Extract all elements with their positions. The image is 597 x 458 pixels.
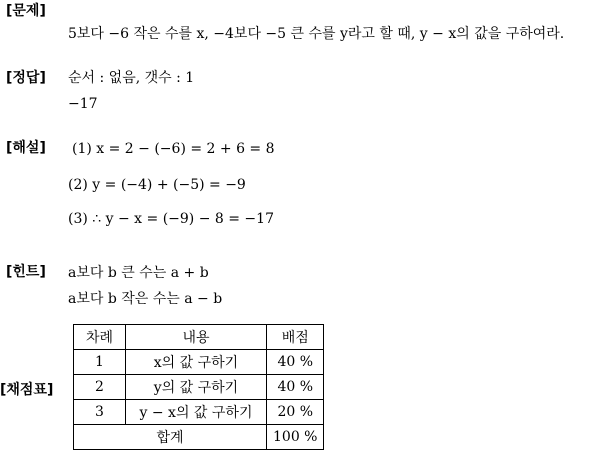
hint-line-2: a보다 b 작은 수는 a − b bbox=[68, 291, 223, 307]
problem-text: 5보다 −6 작은 수를 x, −4보다 −5 큰 수를 y라고 할 때, y − x의 값을 구하여라. bbox=[68, 26, 565, 42]
total-score: 100 % bbox=[267, 425, 324, 450]
row-order: 2 bbox=[74, 375, 126, 400]
answer-meta: 순서 : 없음, 갯수 : 1 bbox=[68, 70, 195, 86]
header-score: 배점 bbox=[267, 325, 324, 350]
header-content: 내용 bbox=[126, 325, 267, 350]
answer-value: −17 bbox=[68, 96, 98, 112]
hint-label: [힌트] bbox=[6, 264, 46, 280]
table-row bbox=[74, 375, 324, 400]
row-score: 20 % bbox=[267, 400, 324, 425]
answer-label: [정답] bbox=[6, 70, 46, 86]
total-label: 합계 bbox=[74, 425, 267, 450]
row-score: 40 % bbox=[267, 350, 324, 375]
row-score: 40 % bbox=[267, 375, 324, 400]
row-order: 1 bbox=[74, 350, 126, 375]
row-content: y − x의 값 구하기 bbox=[126, 400, 267, 425]
solution-label: [해설] bbox=[6, 140, 46, 156]
grading-total-row bbox=[74, 425, 324, 450]
grading-table bbox=[73, 324, 324, 450]
solution-step-1: (1) x = 2 − (−6) = 2 + 6 = 8 bbox=[72, 141, 275, 157]
table-row bbox=[74, 400, 324, 425]
grading-label: [채점표] bbox=[0, 382, 54, 398]
problem-label: [문제] bbox=[6, 3, 46, 19]
solution-step-3: (3) ∴ y − x = (−9) − 8 = −17 bbox=[68, 211, 274, 227]
row-content: x의 값 구하기 bbox=[126, 350, 267, 375]
header-order: 차례 bbox=[74, 325, 126, 350]
row-content: y의 값 구하기 bbox=[126, 375, 267, 400]
table-row bbox=[74, 350, 324, 375]
grading-header-row bbox=[74, 325, 324, 350]
solution-step-2: (2) y = (−4) + (−5) = −9 bbox=[68, 177, 246, 193]
hint-line-1: a보다 b 큰 수는 a + b bbox=[68, 265, 209, 281]
row-order: 3 bbox=[74, 400, 126, 425]
